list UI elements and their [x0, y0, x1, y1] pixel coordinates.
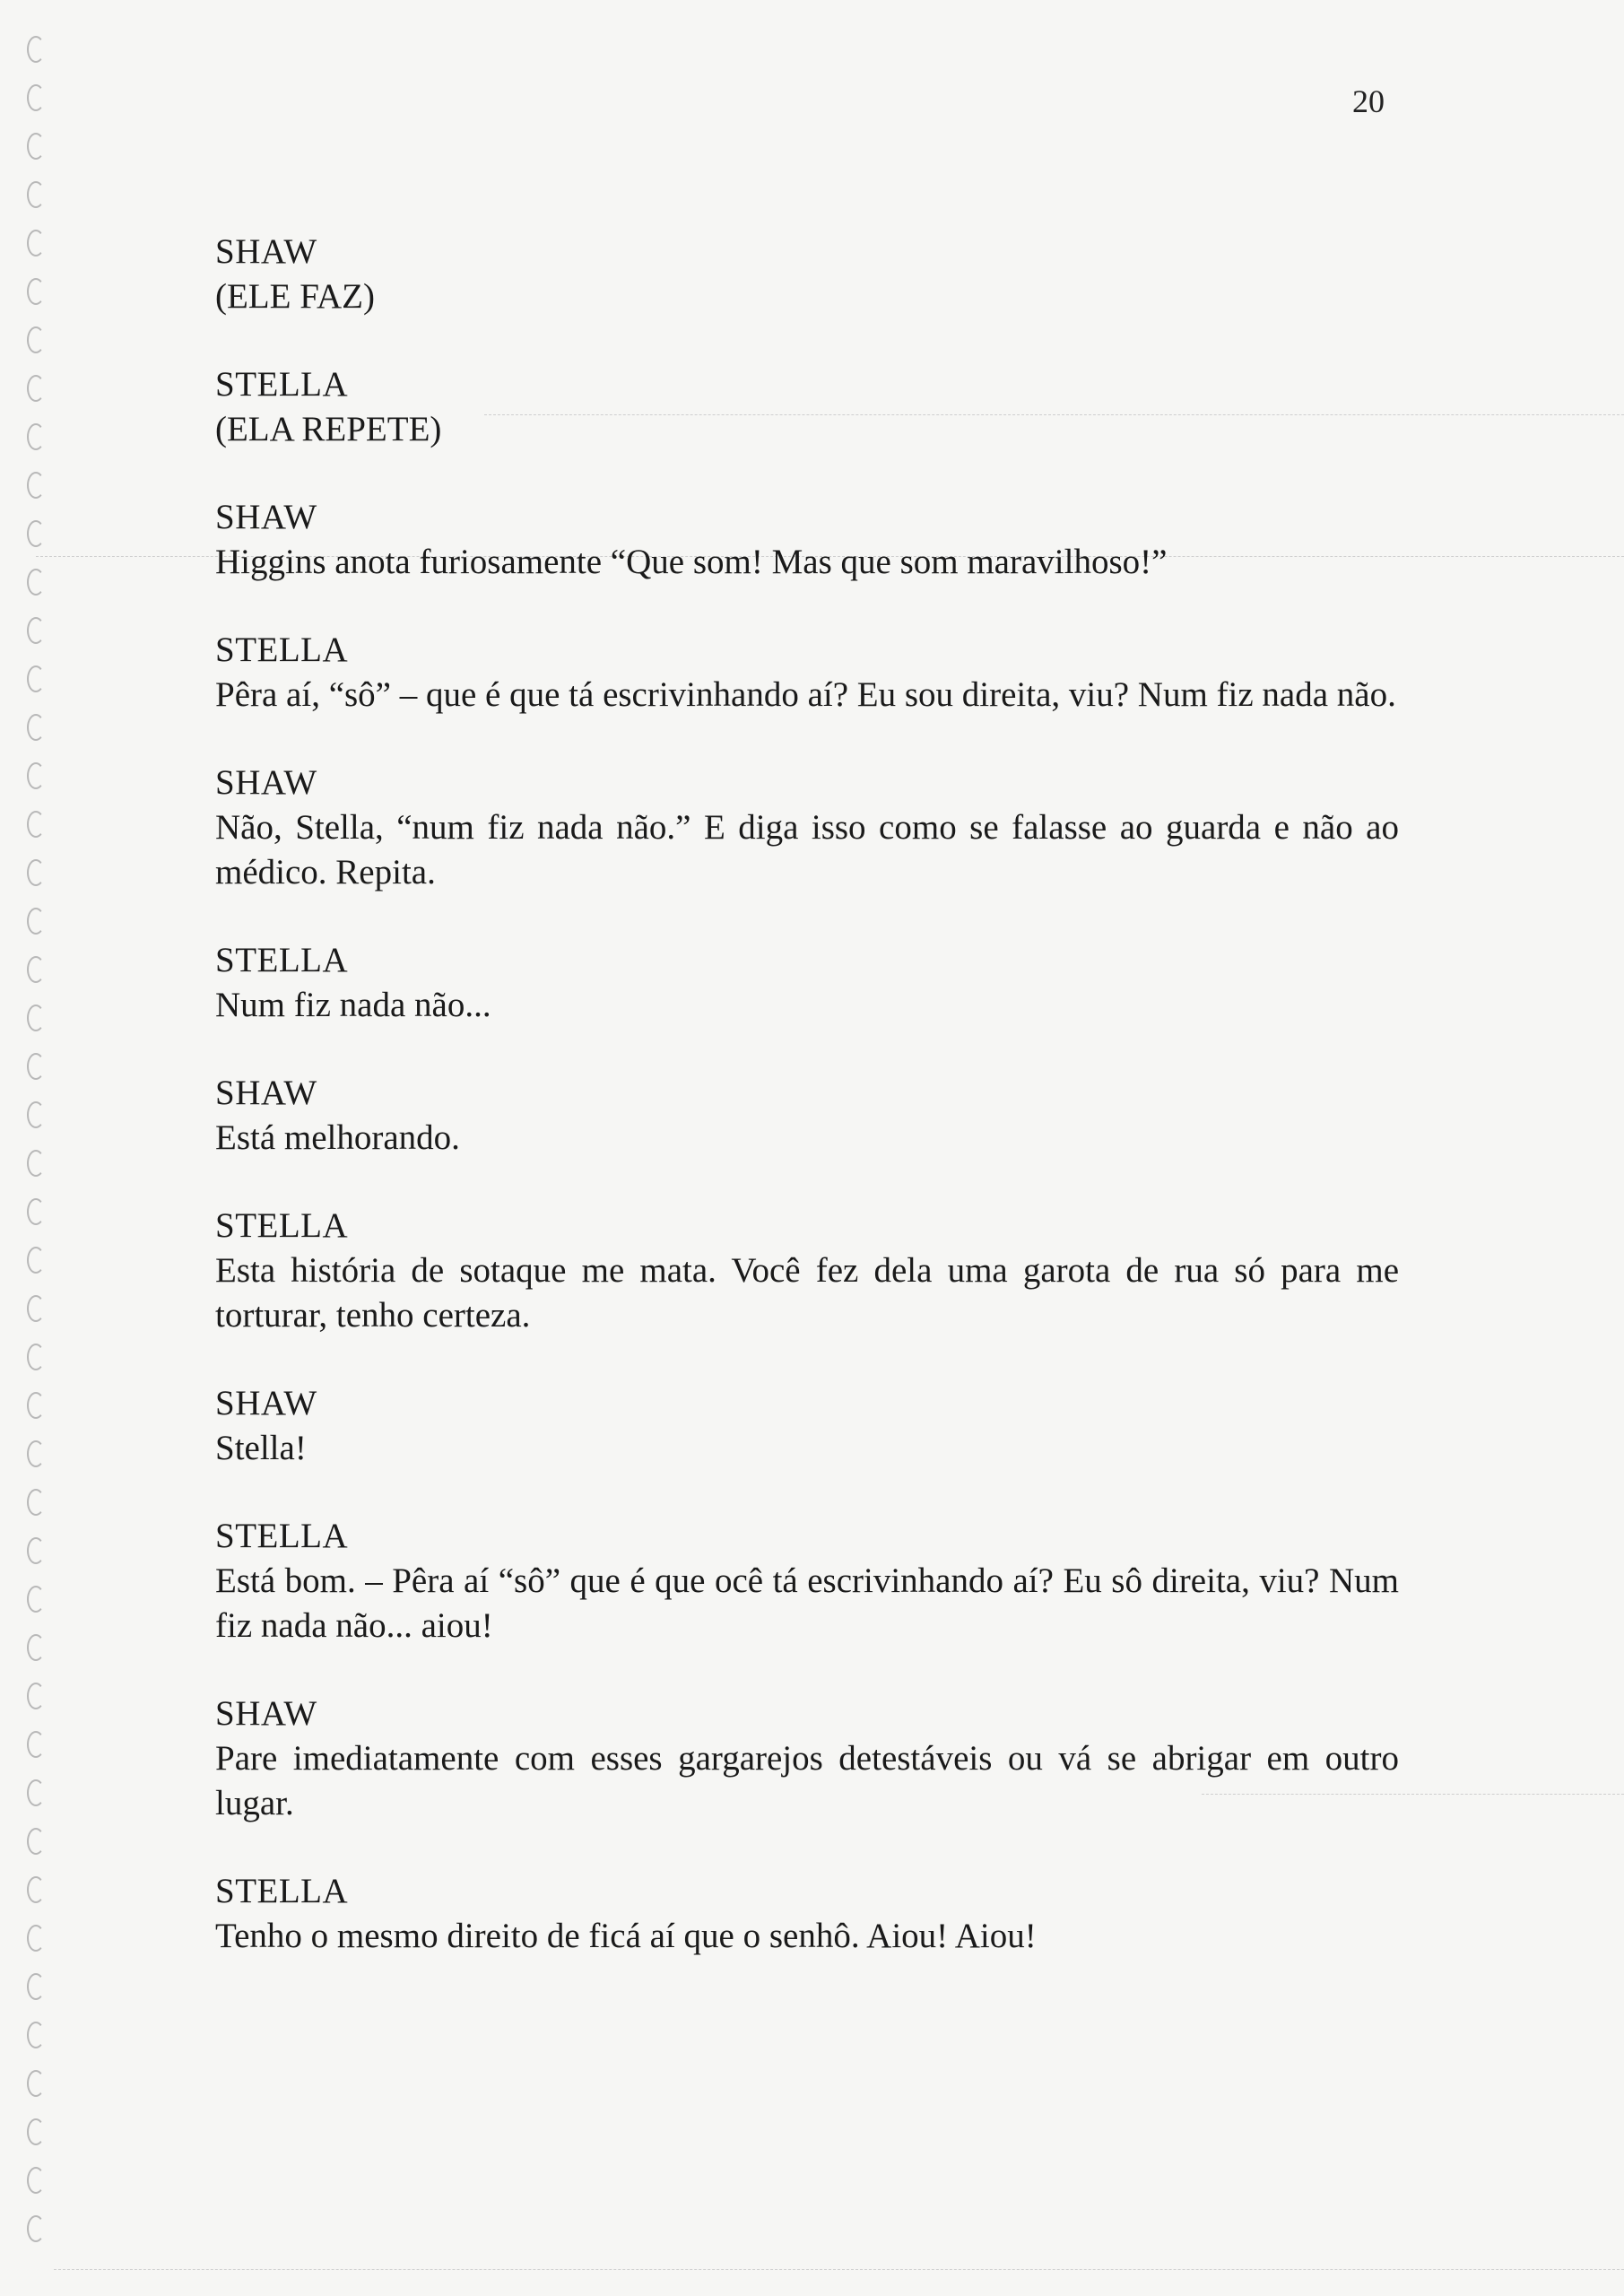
dialogue-block	[215, 1071, 1399, 1161]
dialogue-line: Num fiz nada não...	[215, 986, 491, 1024]
binder-holes	[20, 36, 65, 2287]
binder-hole	[27, 84, 45, 111]
binder-hole	[27, 1392, 45, 1419]
script-body	[215, 230, 1399, 2002]
speaker-name: STELLA	[215, 365, 349, 404]
dialogue-line: Higgins anota furiosamente “Que som! Mas que som maravilhoso!”	[215, 543, 1168, 581]
binder-hole	[27, 36, 45, 63]
dialogue-block	[215, 1381, 1399, 1471]
binder-hole	[27, 1634, 45, 1661]
dialogue-line: Tenho o mesmo direito de ficá aí que o senhô. Aiou! Aiou!	[215, 1917, 1037, 1955]
speaker-name: STELLA	[215, 941, 349, 979]
scan-line	[54, 2269, 1624, 2270]
binder-hole	[27, 1004, 45, 1031]
dialogue-line: Está bom. – Pêra aí “sô” que é que ocê tá escrivinhando aí? Eu sô direita, viu? Num fiz nada não... aiou!	[215, 1561, 1399, 1645]
speaker-name: SHAW	[215, 1694, 317, 1733]
speaker-name: SHAW	[215, 763, 317, 802]
speaker-name: STELLA	[215, 631, 349, 669]
binder-hole	[27, 423, 45, 450]
binder-hole	[27, 569, 45, 596]
binder-hole	[27, 1586, 45, 1613]
binder-hole	[27, 1247, 45, 1274]
binder-hole	[27, 1053, 45, 1080]
binder-hole	[27, 1440, 45, 1467]
binder-hole	[27, 908, 45, 935]
binder-hole	[27, 1537, 45, 1564]
binder-hole	[27, 1779, 45, 1806]
binder-hole	[27, 2070, 45, 2097]
dialogue-line: Não, Stella, “num fiz nada não.” E diga isso como se falasse ao guarda e não ao médico. Repita.	[215, 808, 1399, 891]
dialogue-line: Está melhorando.	[215, 1118, 460, 1157]
page-number: 20	[1352, 83, 1385, 119]
binder-hole	[27, 1150, 45, 1177]
binder-hole	[27, 1973, 45, 2000]
binder-hole	[27, 1828, 45, 1855]
dialogue-block	[215, 1869, 1399, 1959]
speaker-name: STELLA	[215, 1517, 349, 1555]
binder-hole	[27, 520, 45, 547]
binder-hole	[27, 1683, 45, 1709]
binder-hole	[27, 1731, 45, 1758]
binder-hole	[27, 278, 45, 305]
dialogue-block	[215, 1204, 1399, 1338]
binder-hole	[27, 2022, 45, 2048]
speaker-name: STELLA	[215, 1206, 349, 1245]
dialogue-block	[215, 230, 1399, 319]
binder-hole	[27, 181, 45, 208]
binder-hole	[27, 1876, 45, 1903]
binder-hole	[27, 1198, 45, 1225]
binder-hole	[27, 617, 45, 644]
dialogue-line: (ELE FAZ)	[215, 277, 375, 316]
binder-hole	[27, 1101, 45, 1128]
binder-hole	[27, 2167, 45, 2194]
binder-hole	[27, 1489, 45, 1516]
speaker-name: SHAW	[215, 232, 317, 271]
binder-hole	[27, 762, 45, 789]
binder-hole	[27, 956, 45, 983]
dialogue-block	[215, 938, 1399, 1028]
dialogue-block	[215, 495, 1399, 585]
speaker-name: SHAW	[215, 498, 317, 536]
speaker-name: SHAW	[215, 1074, 317, 1112]
dialogue-line: Pare imediatamente com esses gargarejos detestáveis ou vá se abrigar em outro lugar.	[215, 1739, 1399, 1822]
dialogue-line: Esta história de sotaque me mata. Você fez dela uma garota de rua só para me torturar, tenho certeza.	[215, 1251, 1399, 1335]
binder-hole	[27, 230, 45, 257]
dialogue-block	[215, 1514, 1399, 1648]
binder-hole	[27, 665, 45, 692]
binder-hole	[27, 1925, 45, 1952]
dialogue-block	[215, 761, 1399, 895]
binder-hole	[27, 472, 45, 499]
binder-hole	[27, 375, 45, 402]
dialogue-block	[215, 628, 1399, 718]
dialogue-block	[215, 362, 1399, 452]
binder-hole	[27, 1344, 45, 1370]
binder-hole	[27, 2215, 45, 2242]
speaker-name: SHAW	[215, 1384, 317, 1422]
binder-hole	[27, 811, 45, 838]
binder-hole	[27, 714, 45, 741]
binder-hole	[27, 859, 45, 886]
dialogue-line: Stella!	[215, 1429, 307, 1467]
binder-hole	[27, 326, 45, 353]
binder-hole	[27, 133, 45, 160]
speaker-name: STELLA	[215, 1872, 349, 1910]
binder-hole	[27, 1295, 45, 1322]
dialogue-line: (ELA REPETE)	[215, 410, 442, 448]
binder-hole	[27, 2118, 45, 2145]
dialogue-line: Pêra aí, “sô” – que é que tá escrivinhando aí? Eu sou direita, viu? Num fiz nada não.	[215, 675, 1396, 714]
dialogue-block	[215, 1692, 1399, 1826]
